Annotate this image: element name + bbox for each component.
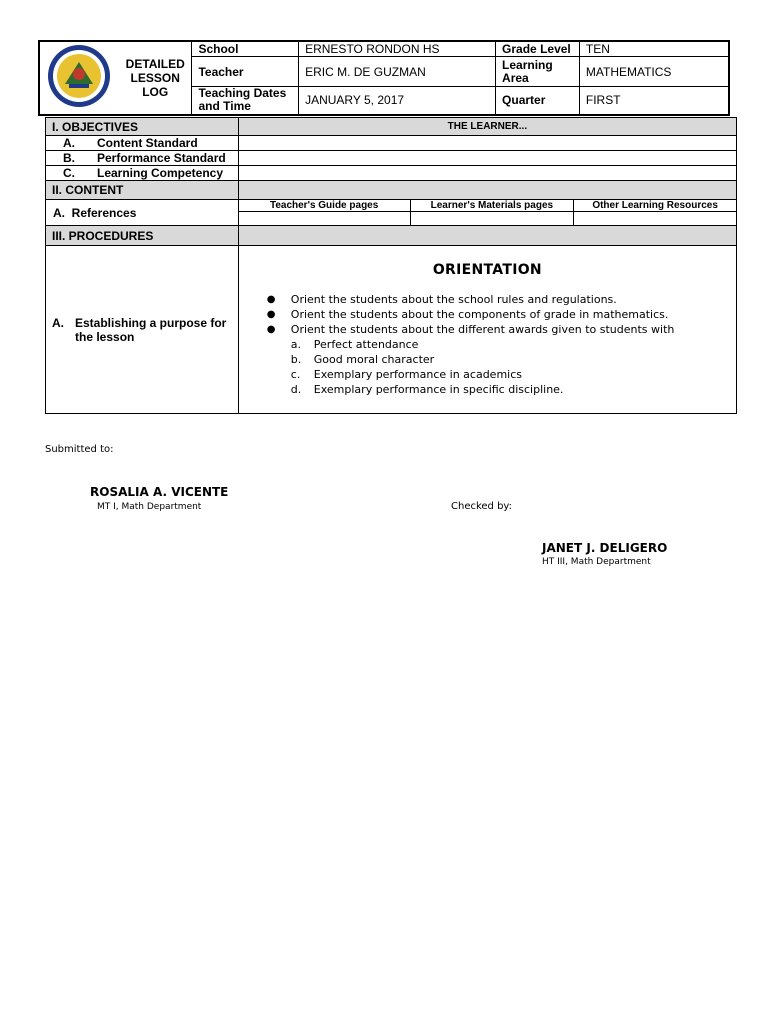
ref-col-other-resources: Other Learning Resources bbox=[574, 200, 737, 212]
ref-teachers-guide-field[interactable] bbox=[238, 212, 410, 226]
item-label: References bbox=[71, 205, 137, 220]
purpose-label bbox=[46, 246, 239, 414]
item-letter: b. bbox=[290, 353, 302, 366]
lesson-table bbox=[45, 117, 737, 414]
list-item bbox=[239, 307, 736, 322]
content-heading-fill bbox=[238, 181, 736, 200]
item-text: Perfect attendance bbox=[313, 338, 419, 351]
list-item bbox=[239, 322, 736, 337]
item-letter: B. bbox=[63, 151, 75, 165]
quarter-value: FIRST bbox=[579, 87, 729, 115]
ref-other-resources-field[interactable] bbox=[574, 212, 737, 226]
document-title bbox=[119, 41, 192, 115]
title-line: LOG bbox=[142, 84, 169, 99]
bullet-icon: ● bbox=[266, 294, 276, 305]
dates-label: Teaching Dates and Time bbox=[192, 87, 299, 115]
bullet-icon: ● bbox=[266, 324, 276, 335]
learner-heading: THE LEARNER... bbox=[238, 118, 736, 136]
checked-by-label: Checked by: bbox=[451, 501, 512, 512]
item-letter: d. bbox=[290, 383, 302, 396]
bullet-text: Orient the students about the school rules and regulations. bbox=[290, 293, 617, 306]
item-label: Learning Competency bbox=[97, 166, 224, 180]
item-text: Exemplary performance in specific discipline. bbox=[313, 383, 564, 396]
checked-name: JANET J. DELIGERO bbox=[542, 541, 668, 555]
item-label: Performance Standard bbox=[97, 151, 226, 165]
objective-item bbox=[46, 151, 239, 166]
grade-level-value: TEN bbox=[579, 41, 729, 57]
title-line: DETAILED bbox=[125, 56, 185, 71]
item-label: Establishing a purpose for the lesson bbox=[75, 315, 227, 344]
objective-item bbox=[46, 136, 239, 151]
item-letter: A. bbox=[53, 205, 65, 220]
orientation-title: ORIENTATION bbox=[432, 262, 542, 278]
item-text: Good moral character bbox=[313, 353, 435, 366]
item-letter: c. bbox=[290, 368, 301, 381]
references-label bbox=[46, 200, 239, 226]
learning-area-value: MATHEMATICS bbox=[579, 57, 729, 87]
teacher-label: Teacher bbox=[192, 57, 299, 87]
list-item bbox=[239, 337, 736, 352]
grade-level-label: Grade Level bbox=[496, 41, 580, 57]
school-value: ERNESTO RONDON HS bbox=[299, 41, 496, 57]
orientation-cell bbox=[238, 246, 736, 414]
performance-standard-field[interactable] bbox=[238, 151, 736, 166]
header-table bbox=[38, 40, 730, 116]
item-label: Content Standard bbox=[97, 136, 198, 150]
dates-value: JANUARY 5, 2017 bbox=[299, 87, 496, 115]
list-item bbox=[239, 352, 736, 367]
submitted-role: MT I, Math Department bbox=[97, 502, 202, 512]
school-label: School bbox=[192, 41, 299, 57]
submitted-to-label: Submitted to: bbox=[45, 444, 114, 455]
procedures-heading-fill bbox=[238, 226, 736, 246]
list-item bbox=[239, 367, 736, 382]
item-letter: A. bbox=[63, 136, 75, 150]
teacher-value: ERIC M. DE GUZMAN bbox=[299, 57, 496, 87]
learning-competency-field[interactable] bbox=[238, 166, 736, 181]
item-letter: a. bbox=[290, 338, 302, 351]
title-line: LESSON bbox=[130, 70, 180, 85]
ref-col-teachers-guide: Teacher's Guide pages bbox=[238, 200, 410, 212]
logo-cell bbox=[39, 41, 119, 115]
content-standard-field[interactable] bbox=[238, 136, 736, 151]
list-item bbox=[239, 382, 736, 397]
list-item bbox=[239, 292, 736, 307]
item-letter: A. bbox=[52, 315, 64, 330]
quarter-label: Quarter bbox=[496, 87, 580, 115]
deped-seal-icon bbox=[47, 44, 111, 108]
content-heading: II. CONTENT bbox=[46, 181, 239, 200]
ref-col-learners-materials: Learner's Materials pages bbox=[410, 200, 574, 212]
orientation-list bbox=[239, 292, 736, 337]
bullet-icon: ● bbox=[266, 309, 276, 320]
procedures-heading: III. PROCEDURES bbox=[46, 226, 239, 246]
submitted-name: ROSALIA A. VICENTE bbox=[90, 485, 229, 499]
bullet-text: Orient the students about the components of grade in mathematics. bbox=[290, 308, 669, 321]
bullet-text: Orient the students about the different awards given to students with bbox=[290, 323, 675, 336]
objectives-heading: I. OBJECTIVES bbox=[46, 118, 239, 136]
checked-role: HT III, Math Department bbox=[542, 557, 651, 567]
item-text: Exemplary performance in academics bbox=[313, 368, 522, 381]
awards-list bbox=[239, 337, 736, 397]
learning-area-label: Learning Area bbox=[496, 57, 580, 87]
item-letter: C. bbox=[63, 166, 75, 180]
ref-learners-materials-field[interactable] bbox=[410, 212, 574, 226]
objective-item bbox=[46, 166, 239, 181]
